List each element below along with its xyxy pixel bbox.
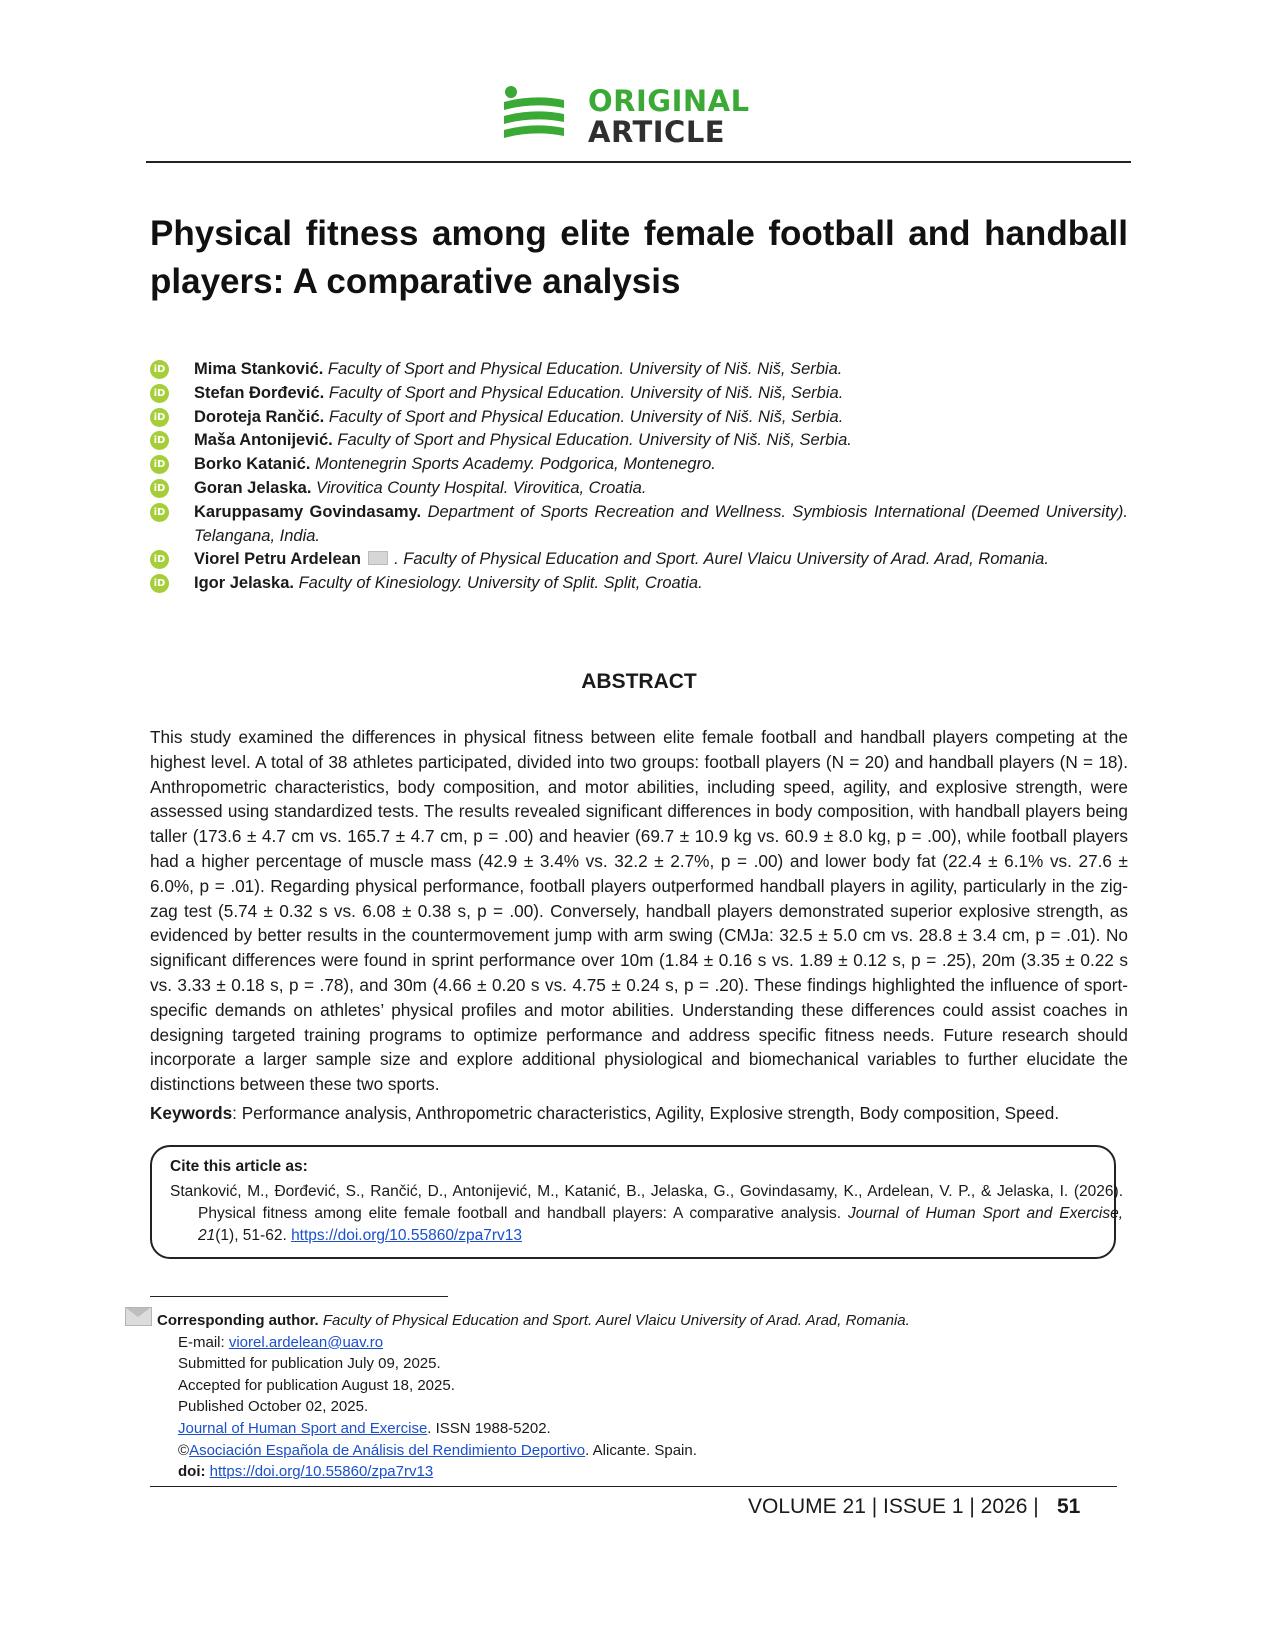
orcid-icon[interactable]: iD [150,479,169,498]
orcid-icon[interactable]: iD [150,360,169,379]
stripes-icon [504,86,568,148]
doi-line [157,1461,1117,1483]
author-name: Karuppasamy Govindasamy. [194,502,422,521]
footnote-rule [150,1296,448,1297]
orcid-icon[interactable]: iD [150,550,169,569]
footer-rule [150,1486,1117,1487]
author-item [150,572,1128,596]
citation-reference: Stanković, M., Đorđević, S., Rančić, D., Antonijević, M., Katanić, B., Jelaska, G., Govindasamy, K., Ardelean, V. P., & Jelaska, I. (2026). Physical fitness among elite female football and handball players: A comparative analysis. [170,1183,1123,1222]
accepted-date: Accepted for publication August 18, 2025. [178,1376,455,1394]
society-location: . Alicante. Spain. [585,1441,697,1459]
author-item [150,358,1128,382]
corresponding-author-affiliation: Faculty of Physical Education and Sport. Aurel Vlaicu University of Arad. Arad, Romania. [322,1312,910,1329]
doi-label: doi: [178,1463,206,1481]
author-affiliation: Virovitica County Hospital. Virovitica, Croatia. [316,478,647,497]
issn: . ISSN 1988-5202. [427,1419,551,1437]
society-link[interactable]: Asociación Española de Análisis del Rendimiento Deportivo [189,1441,586,1459]
abstract-heading: ABSTRACT [581,670,697,693]
submitted-date: Submitted for publication July 09, 2025. [178,1355,441,1373]
citation-issue-pages: (1), 51-62. [215,1227,292,1244]
citation-text [170,1181,1123,1247]
footnote [157,1310,1117,1483]
logo-word-original: ORIGINAL [588,84,750,118]
author-list [150,358,1128,596]
citation-journal: Journal of Human Sport and Exercise, 21 [198,1205,1124,1244]
envelope-icon[interactable] [368,551,388,565]
author-item [150,477,1128,501]
author-name: Maša Antonijević. [194,431,333,450]
copyright-symbol: © [178,1441,190,1459]
author-affiliation: Faculty of Sport and Physical Education. University of Niš. Niš, Serbia. [337,431,852,450]
doi-link[interactable]: https://doi.org/10.55860/zpa7rv13 [209,1463,434,1481]
author-affiliation: Faculty of Sport and Physical Education. University of Niš. Niš, Serbia. [328,407,844,426]
author-affiliation: Faculty of Sport and Physical Education. University of Niš. Niš, Serbia. [328,383,844,402]
author-affiliation: Montenegrin Sports Academy. Podgorica, Montenegro. [315,455,716,474]
envelope-icon [125,1307,152,1326]
citation-heading: Cite this article as: [170,1158,308,1175]
keywords [150,1101,1128,1126]
logo-word-article: ARTICLE [588,115,726,149]
keywords-list: : Performance analysis, Anthropometric characteristics, Agility, Explosive strength, Body composition, Speed. [232,1103,1060,1123]
author-name: Doroteja Rančić. [194,407,325,426]
author-name: Stefan Đorđević. [194,383,325,402]
author-item [150,548,1128,572]
corresponding-author-label: Corresponding author. [157,1312,319,1329]
author-affiliation: . Faculty of Physical Education and Sport. Aurel Vlaicu University of Arad. Arad, Romania. [394,550,1049,569]
article-title: Physical fitness among elite female football and handball players: A comparative analysis [150,214,1128,301]
journal-link[interactable]: Journal of Human Sport and Exercise [178,1419,428,1437]
orcid-icon[interactable]: iD [150,455,169,474]
journal-line [157,1418,1117,1440]
orcid-icon[interactable]: iD [150,574,169,593]
email-label: E-mail: [178,1333,229,1351]
author-name: Viorel Petru Ardelean [194,550,361,569]
page-number: 51 [1057,1495,1081,1518]
citation-doi-link[interactable]: https://doi.org/10.55860/zpa7rv13 [291,1227,523,1244]
author-name: Goran Jelaska. [194,478,312,497]
author-name: Borko Katanić. [194,455,311,474]
corresponding-author-line [157,1310,1117,1332]
orcid-icon[interactable]: iD [150,431,169,450]
author-name: Igor Jelaska. [194,574,294,593]
orcid-icon[interactable]: iD [150,503,169,522]
author-affiliation: Department of Sports Recreation and Wellness. Symbiosis International (Deemed University). Telangana, India. [194,502,1128,545]
orcid-icon[interactable]: iD [150,384,169,403]
email-link[interactable]: viorel.ardelean@uav.ro [228,1333,384,1351]
published-date: Published October 02, 2025. [178,1398,369,1416]
author-affiliation: Faculty of Kinesiology. University of Split. Split, Croatia. [298,574,703,593]
orcid-icon[interactable]: iD [150,408,169,427]
author-name: Mima Stanković. [194,360,324,378]
author-item [150,453,1128,477]
volume-issue-year: VOLUME 21 | ISSUE 1 | 2026 | [748,1495,1039,1518]
original-article-logo [504,86,784,148]
email-line [157,1332,1117,1354]
author-affiliation: Faculty of Sport and Physical Education. University of Niš. Niš, Serbia. [327,360,843,378]
header-rule [146,161,1131,163]
author-item [150,429,1128,453]
abstract-text: This study examined the differences in physical fitness between elite female football and handball players competing at the highest level. A total of 38 athletes participated, divided into two groups: football players (N = 20) and handball players (N = 18). Anthropometric characteristics, body composition, and motor abilities, including speed, agility, and explosive strength, were assessed using standardized tests. The results revealed significant differences in body composition, with handball players being taller (173.6 ± 4.7 cm vs. 165.7 ± 4.7 cm, p = .00) and heavier (69.7 ± 10.9 kg vs. 60.9 ± 8.0 kg, p = .00), while football players had a higher percentage of muscle mass (42.9 ± 3.4% vs. 32.2 ± 2.7%, p = .00) and lower body fat (22.4 ± 6.1% vs. 27.6 ± 6.0%, p = .01). Regarding physical performance, football players outperformed handball players in agility, particularly in the zig-zag test (5.74 ± 0.32 s vs. 6.08 ± 0.38 s, p = .00). Conversely, handball players demonstrated superior explosive strength, as evidenced by better results in the countermovement jump with arm swing (CMJa: 32.5 ± 5.0 cm vs. 28.8 ± 3.4 cm, p = .01). No significant differences were found in sprint performance over 10m (1.84 ± 0.16 s vs. 1.89 ± 0.12 s, p = .25), 20m (3.35 ± 0.22 s vs. 3.33 ± 0.18 s, p = .78), and 30m (4.66 ± 0.20 s vs. 4.75 ± 0.24 s, p = .20). These findings highlighted the influence of sport-specific demands on athletes’ physical profiles and motor abilities. Understanding these differences could assist coaches in designing targeted training programs to optimize performance and address specific fitness needs. Future research should incorporate a larger sample size and explore additional physiological and biomechanical variables to further elucidate the distinctions between these two sports. [150,727,1128,1095]
copyright-line [157,1440,1117,1462]
author-item [150,406,1128,430]
author-item [150,501,1128,549]
keywords-label: Keywords [150,1103,233,1123]
author-item [150,382,1128,406]
